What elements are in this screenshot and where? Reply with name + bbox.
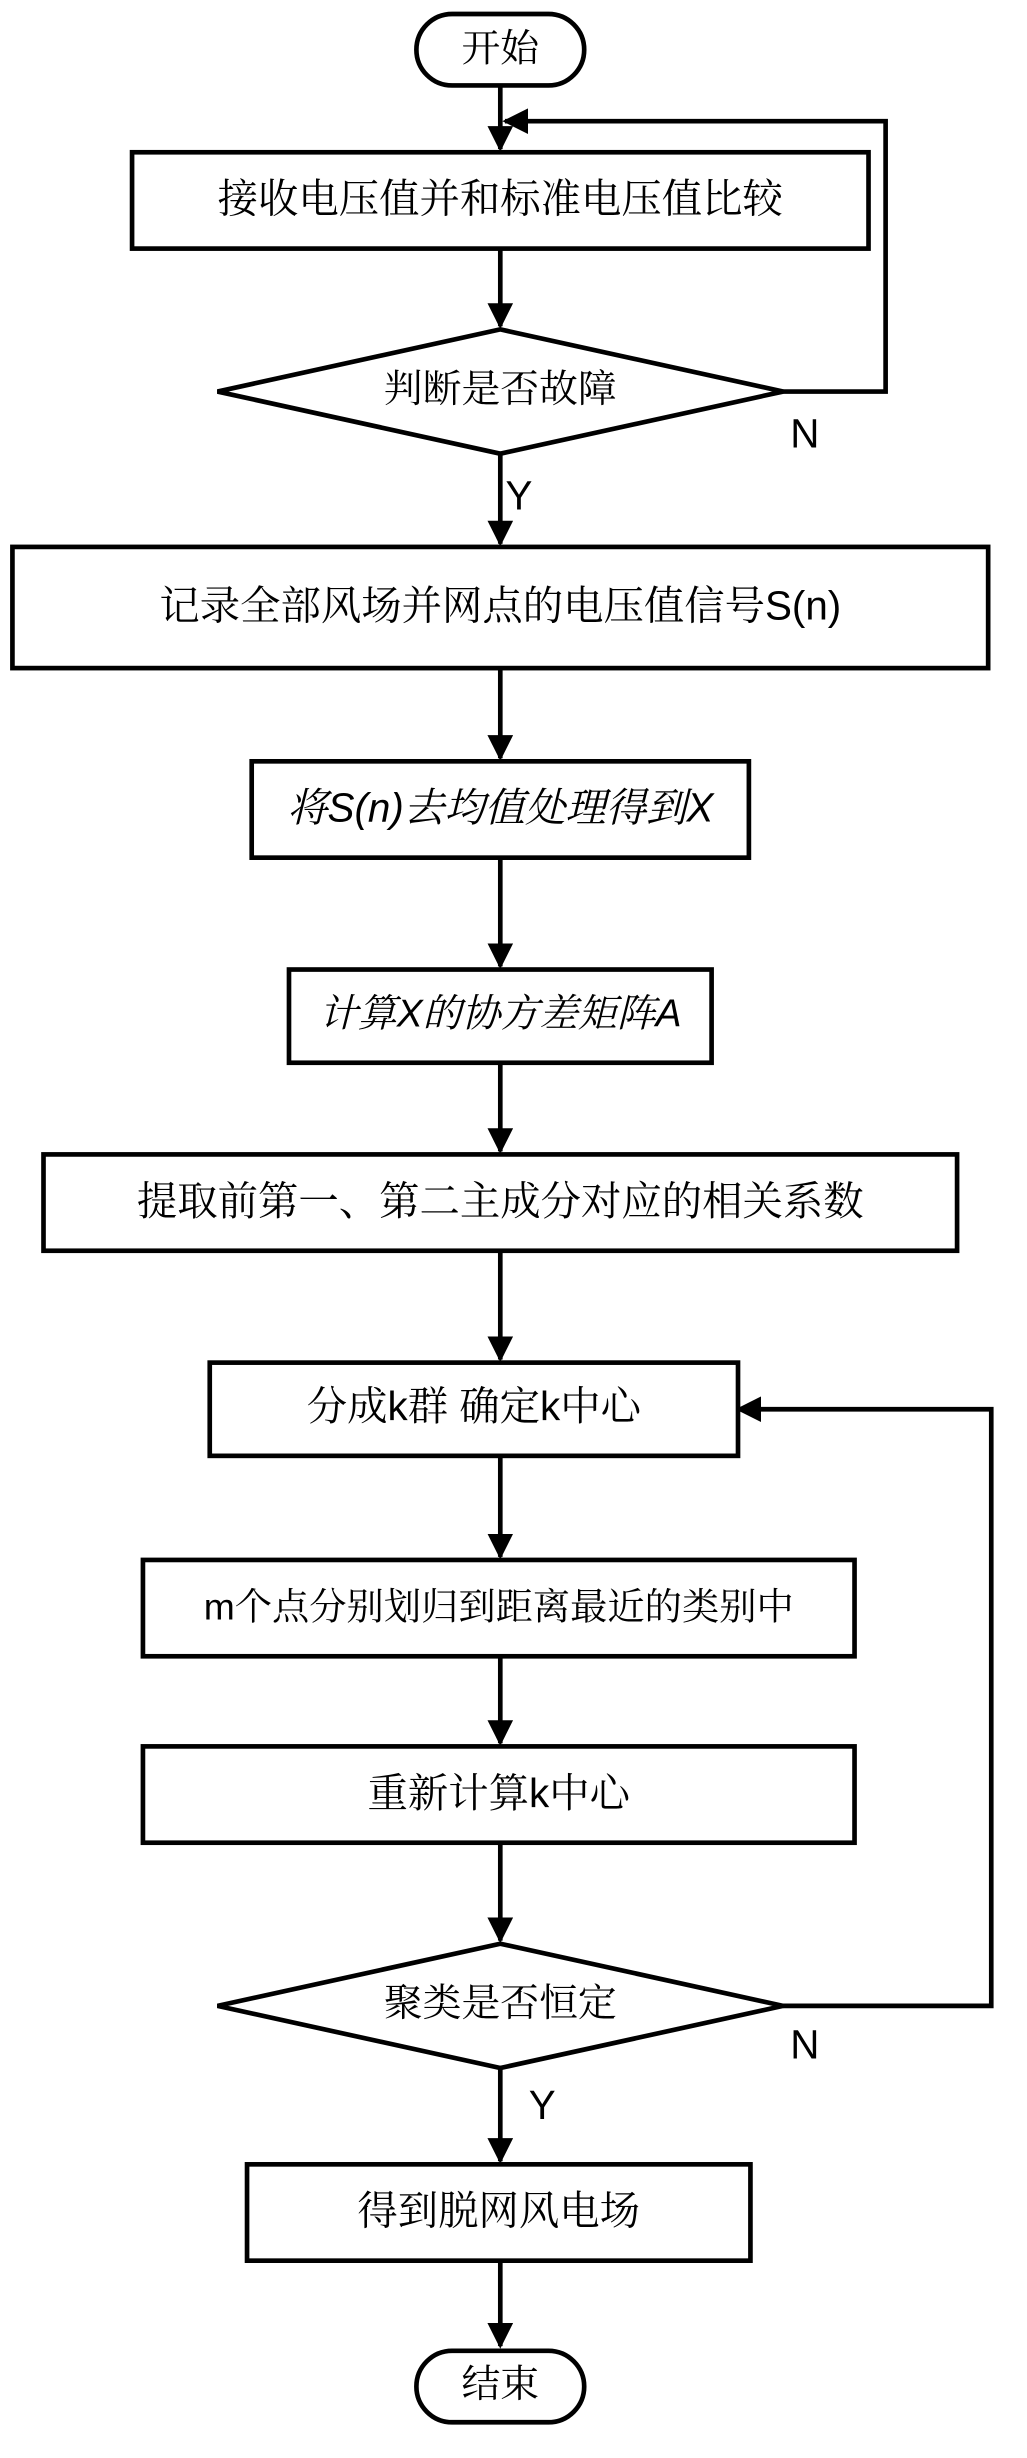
node-principal-components-label: 提取前第一、第二主成分对应的相关系数 [136, 1177, 864, 1224]
branch-label-fault-no: N [790, 410, 820, 457]
node-stable-decision[interactable] [218, 1944, 784, 2068]
edge-stable-no-feedback [738, 1409, 991, 2006]
node-result-label: 得到脱网风电场 [357, 2187, 641, 2234]
node-receive-compare[interactable] [132, 152, 868, 248]
branch-label-stable-no: N [790, 2021, 820, 2068]
node-record-signal[interactable] [12, 547, 988, 668]
branch-label-fault-yes: Y [505, 472, 533, 519]
node-start[interactable] [416, 14, 584, 85]
node-demean[interactable] [252, 761, 749, 857]
node-stable-decision-label: 聚类是否恒定 [383, 1982, 617, 2026]
node-fault-decision-label: 判断是否故障 [383, 367, 617, 411]
node-principal-components[interactable] [44, 1154, 958, 1250]
node-end[interactable] [416, 2351, 584, 2422]
node-end-label: 结束 [461, 2362, 540, 2406]
node-recompute-centers-label: 重新计算k中心 [367, 1769, 630, 1816]
node-covariance-label: 计算X的协方差矩阵A [319, 992, 682, 1036]
node-covariance[interactable] [289, 970, 712, 1063]
node-k-groups-label: 分成k群 确定k中心 [306, 1382, 641, 1429]
node-fault-decision[interactable] [218, 329, 784, 453]
node-assign-points[interactable] [143, 1560, 855, 1656]
node-receive-compare-label: 接收电压值并和标准电压值比较 [217, 175, 783, 222]
node-start-label: 开始 [461, 27, 540, 71]
node-k-groups[interactable] [210, 1363, 738, 1456]
node-demean-label: 将S(n)去均值处理得到X [287, 784, 714, 831]
node-recompute-centers[interactable] [143, 1746, 855, 1842]
node-record-signal-label: 记录全部风场并网点的电压值信号S(n) [159, 582, 842, 629]
node-result[interactable] [247, 2164, 750, 2260]
node-assign-points-label: m个点分别划归到距离最近的类别中 [203, 1585, 794, 1628]
branch-label-stable-yes: Y [528, 2082, 556, 2129]
